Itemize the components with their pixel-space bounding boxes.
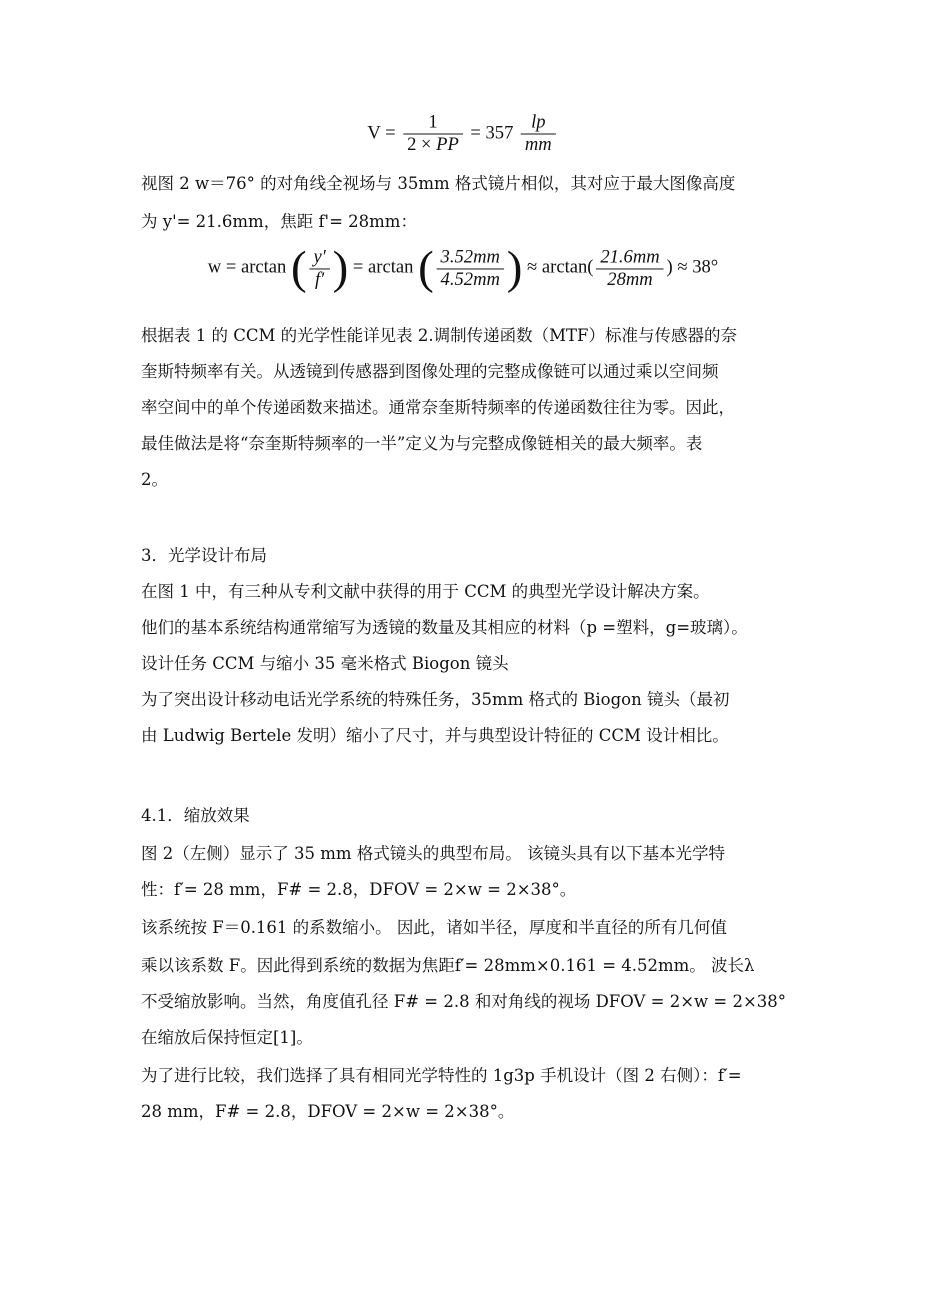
eq2-lhs: w = arctan (207, 257, 287, 278)
eq2-den-3: 28mm (596, 268, 663, 290)
section-41-line-3: 该系统按 F＝0.161 的系数缩小。 因此，诸如半径，厚度和半直径的所有几何值 (141, 918, 727, 937)
eq2-close-paren-2: ) (506, 242, 523, 294)
section-41-line-6: 在缩放后保持恒定[1]。 (141, 1028, 313, 1047)
eq1-den-var: PP (436, 134, 459, 156)
para2-line-3: 率空间中的单个传递函数来描述。通常奈奎斯特频率的传递函数往往为零。因此， (141, 398, 735, 417)
eq2-num-3: 21.6mm (600, 246, 660, 268)
section-41-line-7: 为了进行比较，我们选择了具有相同光学特性的 1g3p 手机设计（图 2 右侧）：f′= (141, 1066, 742, 1085)
para2-line-1: 根据表 1 的 CCM 的光学性能详见表 2.调制传递函数（MTF）标准与传感器的奈 (141, 326, 737, 345)
section-3-line-3: 设计任务 CCM 与缩小 35 毫米格式 Biogon 镜头 (141, 654, 509, 673)
para1-line-1: 视图 2 w＝76° 的对角线全视场与 35mm 格式镜片相似，其对应于最大图像高度 (141, 174, 736, 193)
eq2-num-1: y′ (313, 246, 326, 268)
eq1-fraction (403, 112, 463, 156)
eq1-lhs: V = (367, 122, 396, 144)
eq2-open-paren-1: ( (290, 242, 307, 294)
eq2-num-2: 3.52mm (440, 246, 500, 268)
eq1-mid: = 357 (470, 122, 514, 144)
section-41-heading: 4.1．缩放效果 (141, 806, 250, 825)
eq2-eq-a: = arctan (352, 257, 414, 278)
section-3-line-2: 他们的基本系统结构通常缩写为透镜的数量及其相应的材料（p =塑料，g=玻璃）。 (141, 618, 748, 637)
eq2-fraction-2 (437, 246, 504, 290)
section-41-line-8: 28 mm，F# = 2.8，DFOV = 2×w = 2×38°。 (141, 1102, 515, 1121)
section-3-heading: 3．光学设计布局 (141, 546, 267, 565)
para1-line-2: 为 y'= 21.6mm，焦距 f'= 28mm： (141, 212, 417, 231)
para2-line-4: 最佳做法是将“奈奎斯特频率的一半”定义为与完整成像链相关的最大频率。表 (141, 434, 703, 453)
section-3-line-1: 在图 1 中，有三种从专利文献中获得的用于 CCM 的典型光学设计解决方案。 (141, 582, 710, 601)
section-41-line-1: 图 2（左侧）显示了 35 mm 格式镜头的典型布局。 该镜头具有以下基本光学特 (141, 844, 726, 863)
eq1-unit-fraction (521, 112, 556, 156)
eq2-fraction-3 (596, 246, 663, 290)
eq2-open-paren-2: ( (418, 242, 434, 294)
section-41-line-4: 乘以该系数 F。因此得到系统的数据为焦距f′= 28mm×0.161 = 4.52mm。 波长λ (141, 956, 755, 975)
eq2-den-1: f′ (310, 268, 330, 290)
eq2-den-2: 4.52mm (437, 268, 504, 290)
eq1-numerator: 1 (428, 112, 438, 133)
section-41-line-5: 不受缩放影响。当然，角度值孔径 F# = 2.8 和对角线的视场 DFOV = 2×w = 2×38° (141, 992, 787, 1011)
eq1-unit-numerator: lp (531, 112, 546, 133)
eq1-unit-denominator: mm (521, 134, 556, 156)
eq1-denominator: 2 × PP (403, 134, 463, 156)
eq2-approx-b: ) ≈ 38° (666, 257, 719, 278)
eq2-close-paren-1: ) (332, 242, 349, 294)
equation-v (10, 112, 916, 156)
equation-w (10, 242, 916, 294)
section-41-line-2: 性：f′= 28 mm，F# = 2.8，DFOV = 2×w = 2×38°。 (141, 880, 577, 899)
para2-line-2: 奎斯特频率有关。从透镜到传感器到图像处理的完整成像链可以通过乘以空间频 (141, 362, 719, 381)
eq2-approx-a: ≈ arctan( (527, 257, 594, 278)
section-3-line-4: 为了突出设计移动电话光学系统的特殊任务，35mm 格式的 Biogon 镜头（最初 (141, 690, 730, 709)
section-3-line-5: 由 Ludwig Bertele 发明）缩小了尺寸，并与典型设计特征的 CCM 设计相比。 (141, 726, 729, 745)
para2-line-5: 2。 (141, 470, 168, 489)
eq2-fraction-1 (310, 246, 330, 290)
